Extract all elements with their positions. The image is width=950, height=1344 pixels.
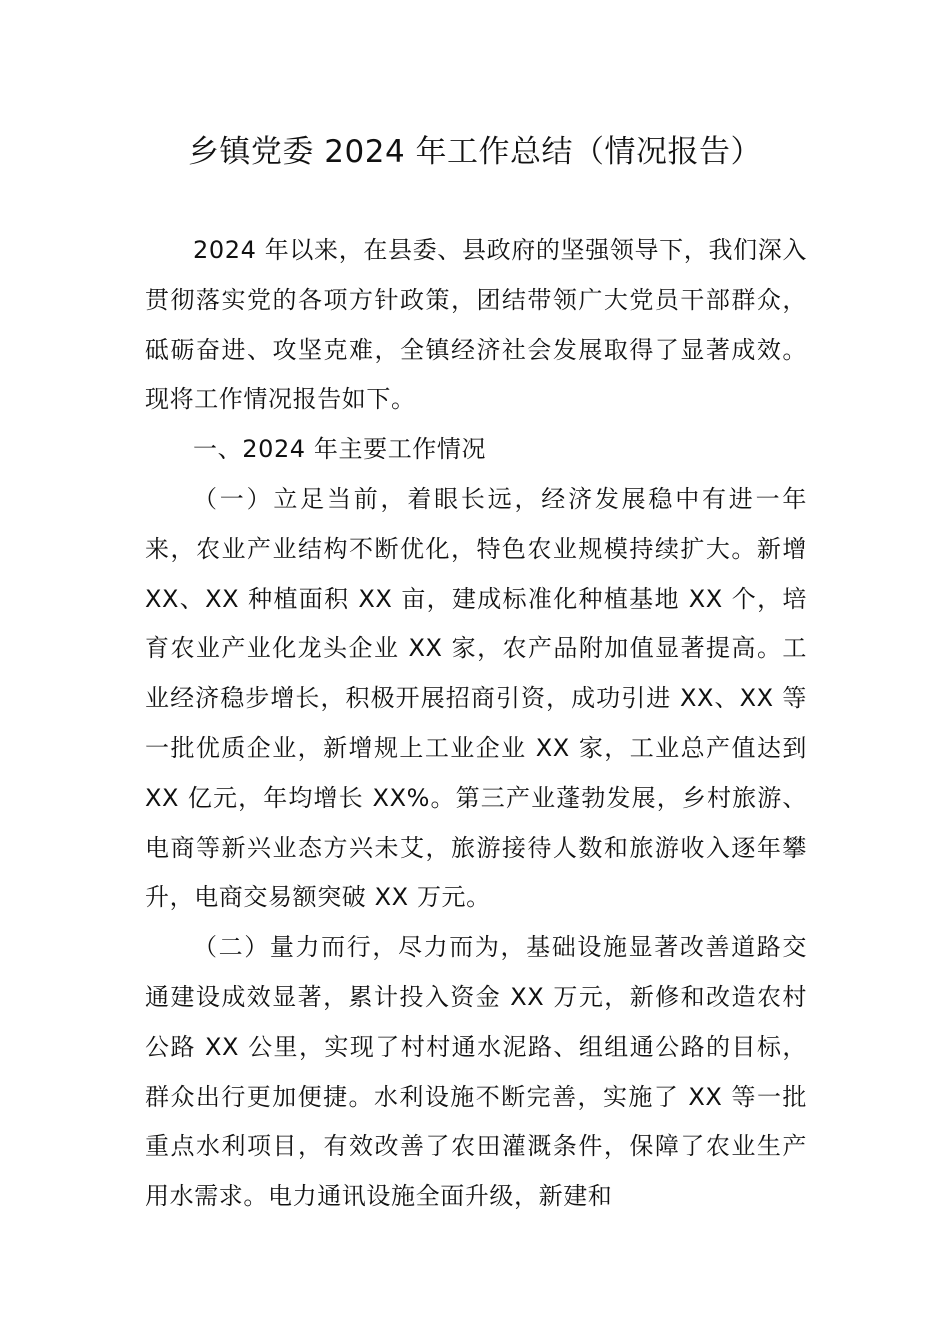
document-title: 乡镇党委 2024 年工作总结（情况报告）: [187, 134, 763, 170]
document-body: [145, 226, 807, 1222]
section-heading: 一、2024 年主要工作情况: [193, 435, 487, 464]
intro-paragraph: 2024 年以来，在县委、县政府的坚强领导下，我们深入贯彻落实党的各项方针政策，团结带领广大党员干部群众，砥砺奋进、攻坚克难，全镇经济社会发展取得了显著成效。现将工作情况报告如下。: [145, 236, 807, 414]
infrastructure-paragraph: （二）量力而行，尽力而为，基础设施显著改善道路交通建设成效显著，累计投入资金 XX 万元，新修和改造农村公路 XX 公里，实现了村村通水泥路、组组通公路的目标，群众出行更加便捷。水利设施不断完善，实施了 XX 等一批重点水利项目，有效改善了农田灌溉条件，保障了农业生产用水需求。电力通讯设施全面升级，新建和: [145, 933, 807, 1211]
economy-paragraph: （一）立足当前，着眼长远，经济发展稳中有进一年来，农业产业结构不断优化，特色农业规模持续扩大。新增 XX、XX 种植面积 XX 亩，建成标准化种植基地 XX 个，培育农业产业化龙头企业 XX 家，农产品附加值显著提高。工业经济稳步增长，积极开展招商引资，成功引进 XX、XX 等一批优质企业，新增规上工业企业 XX 家，工业总产值达到 XX 亿元，年均增长 XX%。第三产业蓬勃发展，乡村旅游、电商等新兴业态方兴未艾，旅游接待人数和旅游收入逐年攀升，电商交易额突破 XX 万元。: [145, 484, 807, 912]
